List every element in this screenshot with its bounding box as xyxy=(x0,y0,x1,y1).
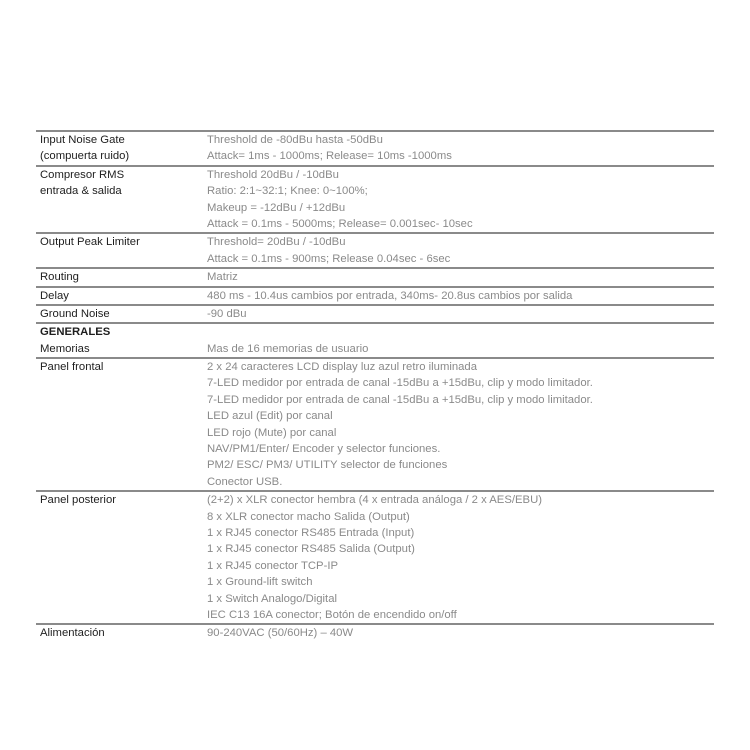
spec-label: Delay xyxy=(40,289,69,302)
section-generales xyxy=(36,322,714,357)
spec-label: Ground Noise xyxy=(40,307,110,320)
spec-table xyxy=(36,130,714,642)
spec-label: Panel posterior xyxy=(40,494,116,507)
spec-values: Matriz xyxy=(207,271,238,284)
spec-values: Threshold 20dBu / -10dBu Ratio: 2:1~32:1; Knee: 0~100%; Makeup = -12dBu / +12dBu Attack = 0.1ms - 5000ms; Release= 0.001sec- 10sec xyxy=(207,168,473,230)
spec-label: Compresor RMS entrada & salida xyxy=(40,168,125,198)
spec-values: 2 x 24 caracteres LCD display luz azul retro iluminada 7-LED medidor por entrada de canal -15dBu a +15dBu, clip y modo limitador. 7-LED medidor por entrada de canal -15dBu a +15dBu, clip y modo limitador. LED azul (Edit) por canal LED rojo (Mute) por canal NAV/PM1/Enter/ Encoder y selector funciones. PM2/ ESC/ PM3/ UTILITY selector de funciones Conector USB. xyxy=(207,361,593,488)
spec-row-routing xyxy=(36,267,714,285)
spec-values: Threshold de -80dBu hasta -50dBu Attack= 1ms - 1000ms; Release= 10ms -1000ms xyxy=(207,134,452,163)
spec-values: -90 dBu xyxy=(207,307,247,320)
section-heading: GENERALES xyxy=(40,326,111,339)
spec-row-panel-frontal xyxy=(36,357,714,490)
spec-label: Memorias xyxy=(40,342,90,355)
spec-label: Input Noise Gate (compuerta ruido) xyxy=(40,134,130,163)
spec-values: Mas de 16 memorias de usuario xyxy=(207,342,369,355)
spec-label: Routing xyxy=(40,271,79,284)
spec-label: Panel frontal xyxy=(40,361,104,374)
spec-values: 480 ms - 10.4us cambios por entrada, 340ms- 20.8us cambios por salida xyxy=(207,289,573,302)
spec-values: 90-240VAC (50/60Hz) – 40W xyxy=(207,627,354,640)
spec-row-input-noise-gate xyxy=(36,130,714,165)
spec-row-output-peak-limiter xyxy=(36,232,714,267)
spec-row-alimentacion xyxy=(36,623,714,641)
spec-row-compresor-rms xyxy=(36,165,714,233)
spec-label: Output Peak Limiter xyxy=(40,236,140,249)
spec-row-ground-noise xyxy=(36,304,714,322)
spec-label: Alimentación xyxy=(40,627,105,640)
spec-values: (2+2) x XLR conector hembra (4 x entrada análoga / 2 x AES/EBU) 8 x XLR conector macho Salida (Output) 1 x RJ45 conector RS485 Entrada (Input) 1 x RJ45 conector RS485 Salida (Output) 1 x RJ45 conector TCP-IP 1 x Ground-lift switch 1 x Switch Analogo/Digital IEC C13 16A conector; Botón de encendido on/off xyxy=(207,494,543,621)
spec-row-panel-posterior xyxy=(36,490,714,623)
spec-row-delay xyxy=(36,286,714,304)
spec-values: Threshold= 20dBu / -10dBu Attack = 0.1ms - 900ms; Release 0.04sec - 6sec xyxy=(207,236,451,265)
